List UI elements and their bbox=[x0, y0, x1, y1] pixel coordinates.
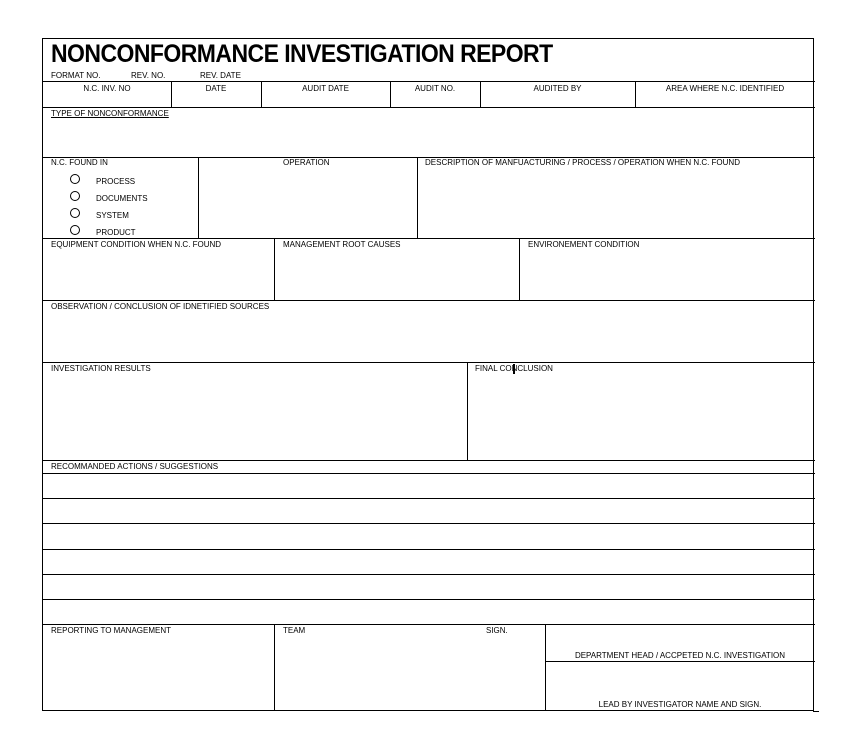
team-label: TEAM bbox=[283, 626, 306, 635]
recommanded-action-row[interactable] bbox=[43, 600, 815, 624]
observation-label: OBSERVATION / CONCLUSION OF IDNETIFIED SOURCES bbox=[51, 302, 270, 311]
divider bbox=[43, 362, 815, 363]
radio-documents[interactable] bbox=[70, 191, 80, 201]
environement-condition-label: ENVIRONEMENT CONDITION bbox=[528, 240, 640, 249]
recommanded-action-row[interactable] bbox=[43, 474, 815, 498]
lead-by-investigator-label: LEAD BY INVESTIGATOR NAME AND SIGN. bbox=[598, 700, 762, 709]
rev-no-label: REV. NO. bbox=[131, 71, 166, 80]
equipment-condition-label: EQUIPMENT CONDITION WHEN N.C. FOUND bbox=[51, 240, 222, 249]
observation-field[interactable] bbox=[43, 313, 815, 362]
option-system-label: SYSTEM bbox=[96, 211, 129, 220]
radio-system[interactable] bbox=[70, 208, 80, 218]
investigation-results-field[interactable] bbox=[43, 375, 467, 460]
description-field[interactable] bbox=[418, 169, 814, 237]
management-root-causes-label: MANAGEMENT ROOT CAUSES bbox=[283, 240, 401, 249]
corner-mark bbox=[813, 711, 819, 715]
text-cursor bbox=[513, 364, 515, 374]
header-audit-date[interactable]: AUDIT DATE bbox=[302, 84, 349, 93]
sign-label: SIGN. bbox=[486, 626, 508, 635]
divider bbox=[43, 460, 815, 461]
team-sign-field[interactable] bbox=[275, 637, 545, 711]
recommanded-action-row[interactable] bbox=[43, 575, 815, 599]
divider bbox=[43, 81, 815, 82]
type-of-nonconformance-label: TYPE OF NONCONFORMANCE bbox=[51, 109, 169, 118]
operation-field[interactable] bbox=[199, 169, 417, 237]
option-documents-label: DOCUMENTS bbox=[96, 194, 148, 203]
department-head-field[interactable] bbox=[546, 625, 814, 649]
radio-product[interactable] bbox=[70, 225, 80, 235]
environement-condition-field[interactable] bbox=[520, 251, 814, 300]
final-conclusion-field[interactable] bbox=[468, 375, 814, 460]
management-root-causes-field[interactable] bbox=[275, 251, 519, 300]
recommanded-actions-label: RECOMMANDED ACTIONS / SUGGESTIONS bbox=[51, 462, 219, 471]
recommanded-action-row[interactable] bbox=[43, 550, 815, 574]
description-label: DESCRIPTION OF MANFUACTURING / PROCESS / OPERATION WHEN N.C. FOUND bbox=[425, 158, 740, 167]
reporting-to-management-label: REPORTING TO MANAGEMENT bbox=[51, 626, 172, 635]
report-title: NONCONFORMANCE INVESTIGATION REPORT bbox=[51, 40, 553, 68]
header-audit-no[interactable]: AUDIT NO. bbox=[414, 84, 456, 93]
option-process-label: PROCESS bbox=[96, 177, 136, 186]
rev-date-label: REV. DATE bbox=[200, 71, 241, 80]
type-of-nonconformance-field[interactable] bbox=[43, 108, 815, 157]
recommanded-action-row[interactable] bbox=[43, 524, 815, 549]
radio-process[interactable] bbox=[70, 174, 80, 184]
divider bbox=[43, 300, 815, 301]
reporting-to-management-field[interactable] bbox=[43, 637, 274, 711]
recommanded-action-row[interactable] bbox=[43, 499, 815, 523]
investigation-results-label: INVESTIGATION RESULTS bbox=[51, 364, 151, 373]
department-head-label: DEPARTMENT HEAD / ACCPETED N.C. INVESTIGATION bbox=[574, 651, 786, 660]
header-audited-by[interactable]: AUDITED BY bbox=[533, 84, 582, 93]
nonconformance-report-form bbox=[42, 38, 814, 711]
equipment-condition-field[interactable] bbox=[43, 251, 274, 300]
operation-label: OPERATION bbox=[283, 158, 330, 167]
header-area-identified[interactable]: AREA WHERE N.C. IDENTIFIED bbox=[665, 84, 785, 93]
option-product-label: PRODUCT bbox=[96, 228, 136, 237]
final-conclusion-label: FINAL CONCLUSION bbox=[475, 364, 553, 373]
nc-found-in-label: N.C. FOUND IN bbox=[51, 158, 108, 167]
divider bbox=[43, 238, 815, 239]
header-nc-inv-no[interactable]: N.C. INV. NO bbox=[83, 84, 131, 93]
lead-by-investigator-field[interactable] bbox=[546, 662, 814, 698]
header-date[interactable]: DATE bbox=[205, 84, 227, 93]
format-no-label: FORMAT NO. bbox=[51, 71, 101, 80]
